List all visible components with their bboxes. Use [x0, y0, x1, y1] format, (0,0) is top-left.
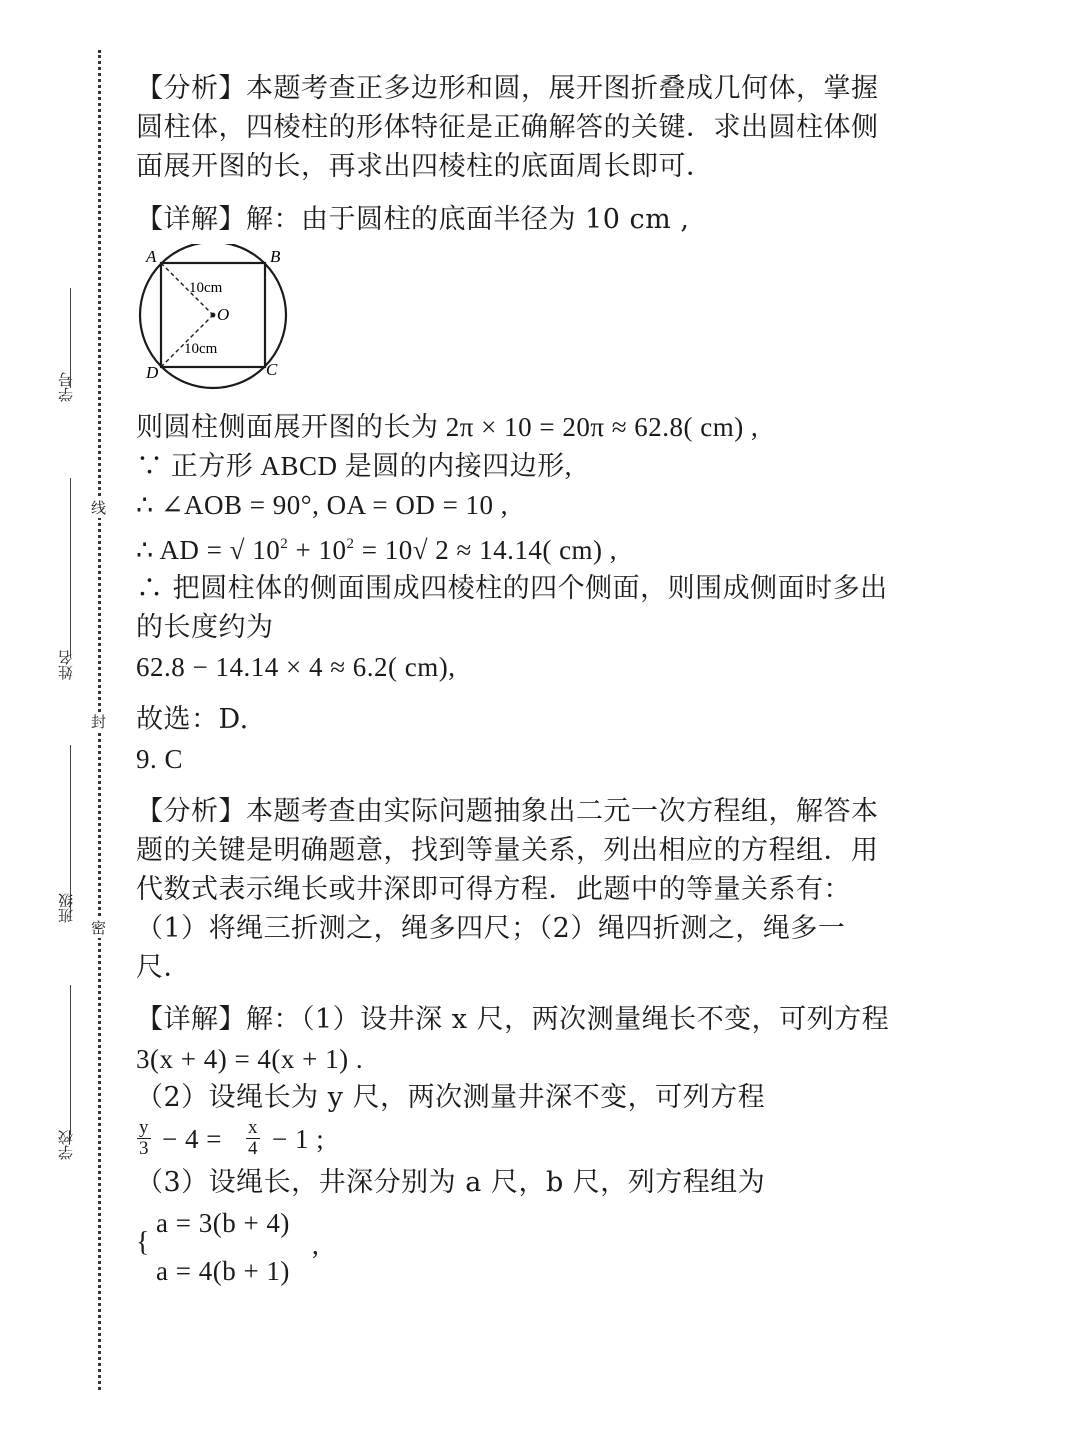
vertex-c: C — [266, 360, 278, 379]
center-label: O — [217, 305, 230, 324]
q9-analysis-line-5: 尺． — [136, 952, 191, 983]
q9-system-row-1: a = 3(b + 4) — [156, 1208, 290, 1238]
q8-step-angle: ∴ ∠AOB = 90°, OA = OD = 10 , — [136, 490, 509, 520]
q9-eq2-middle: − 4 = — [162, 1124, 222, 1154]
q9-detail-2: （2）设绳长为 y 尺，两次测量井深不变，可列方程 — [136, 1082, 766, 1113]
q9-detail-3: （3）设绳长，井深分别为 a 尺，b 尺，列方程组为 — [136, 1167, 766, 1198]
q9-system-row-2: a = 4(b + 1) — [156, 1256, 290, 1286]
vertex-d: D — [146, 363, 159, 382]
q8-step-square-inscribed: ∵ 正方形 ABCD 是圆的内接四边形, — [136, 451, 573, 481]
seal-char-seal: 封 — [91, 713, 107, 731]
q9-eq2-fraction-1: $\frac{y}{3}$ — [139, 1117, 149, 1159]
radius-label-bottom: 10cm — [184, 341, 218, 357]
q8-step-ad: ∴ AD = √ $10^2 + 10^2 = 10√$ 2 ≈ 14.14( cm) , — [136, 535, 618, 565]
q9-system-comma: , — [312, 1230, 320, 1260]
q8-analysis-line-2: 圆柱体，四棱柱的形体特征是正确解答的关键．求出圆柱体侧 — [136, 112, 879, 143]
q8-step-wrap-b: 的长度约为 — [136, 612, 274, 643]
q9-analysis-line-2: 题的关键是明确题意，找到等量关系，列出相应的方程组．用 — [136, 835, 879, 866]
name-label: 姓名 — [57, 650, 75, 680]
q9-equation-1: 3(x + 4) = 4(x + 1) . — [136, 1044, 364, 1074]
q8-analysis-line-3: 面展开图的长，再求出四棱柱的底面周长即可． — [136, 151, 714, 182]
radius-label-top: 10cm — [189, 280, 223, 296]
q8-step-wrap-a: ∴ 把圆柱体的侧面围成四棱柱的四个侧面，则围成侧面时多出 — [136, 573, 888, 604]
name-fill-line — [70, 478, 71, 658]
vertex-b: B — [270, 247, 281, 266]
school-label: 学校 — [57, 1130, 75, 1160]
circle-square-figure — [134, 244, 294, 394]
class-fill-line — [70, 745, 71, 913]
class-label: 班级 — [57, 893, 75, 923]
q9-analysis-line-1: 【分析】本题考查由实际问题抽象出二元一次方程组，解答本 — [136, 796, 879, 827]
vertex-a: A — [146, 247, 157, 266]
q8-step-lateral-length: 则圆柱侧面展开图的长为 2π × 10 = 20π ≈ 62.8( cm) , — [136, 412, 759, 442]
q9-system-brace: { — [136, 1227, 150, 1258]
seal-char-line: 线 — [91, 499, 107, 517]
school-fill-line — [70, 985, 71, 1135]
q9-eq2-fraction-2: $\frac{x}{4}$ — [248, 1117, 258, 1159]
q8-step-result: 62.8 − 14.14 × 4 ≈ 6.2( cm), — [136, 652, 456, 682]
q8-detail-intro: 【详解】解：由于圆柱的底面半径为 10 cm , — [136, 204, 690, 235]
q9-analysis-line-4: （1）将绳三折测之，绳多四尺；（2）绳四折测之，绳多一 — [136, 913, 846, 944]
student-id-label: 学号 — [57, 372, 75, 402]
q9-detail-1: 【详解】解：（1）设井深 x 尺，两次测量绳长不变，可列方程 — [136, 1004, 890, 1035]
q9-eq2-end: − 1 ; — [272, 1124, 325, 1154]
q8-analysis-line-1: 【分析】本题考查正多边形和圆，展开图折叠成几何体，掌握 — [136, 73, 879, 104]
q9-analysis-line-3: 代数式表示绳长或井深即可得方程．此题中的等量关系有： — [136, 874, 851, 905]
center-point — [211, 313, 216, 318]
q9-number-answer: 9. C — [136, 744, 184, 774]
seal-char-secret: 密 — [91, 919, 107, 937]
q8-choice: 故选：D. — [136, 704, 249, 735]
